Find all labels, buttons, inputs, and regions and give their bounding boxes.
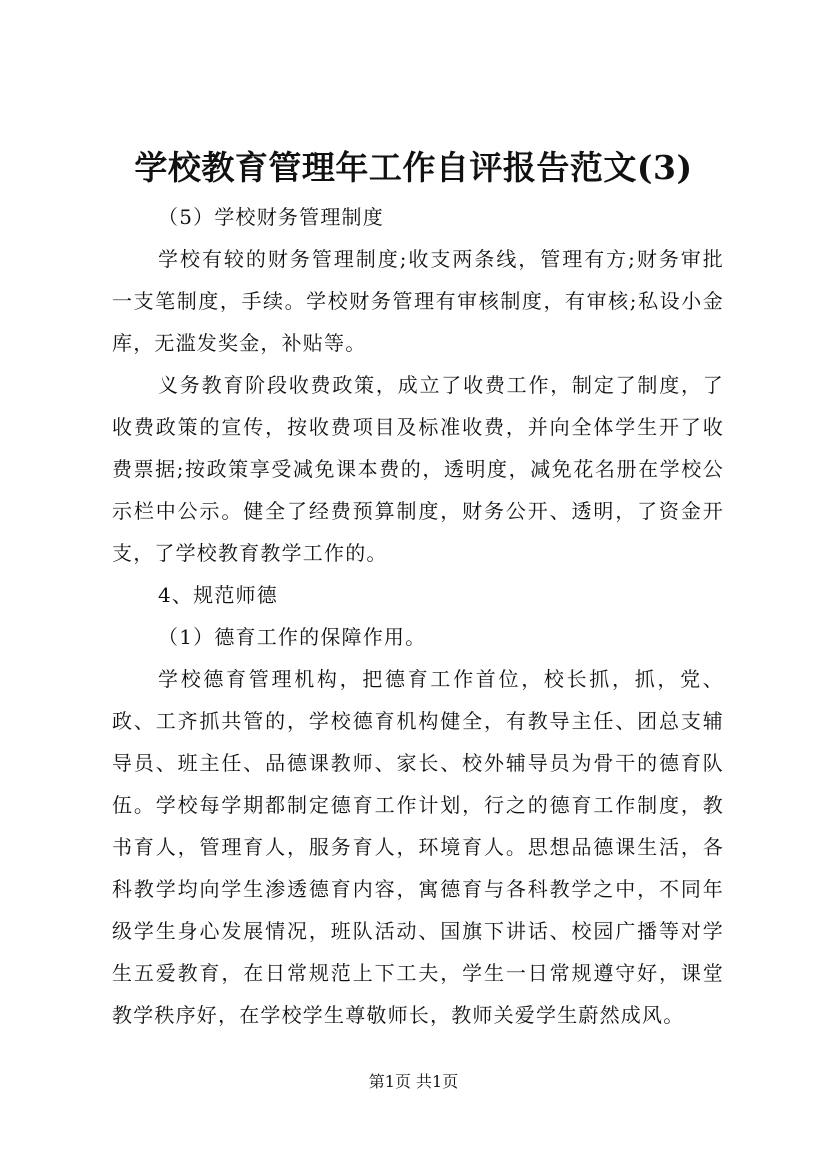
subsection-heading-moral-education: （1）德育工作的保障作用。	[158, 625, 427, 649]
paragraph-fee-policy: 义务教育阶段收费政策，成立了收费工作，制定了制度，了收费政策的宣传，按收费项目及标准收费，并向全体学生开了收费票据;按政策享受减免课本费的，透明度，减免花名册在学校公示栏中公示。健全了经费预算制度，财务公开、透明，了资金开支，了学校教育教学工作的。	[112, 373, 724, 565]
paragraph-finance-system: 学校有较的财务管理制度;收支两条线，管理有方;财务审批一支笔制度，手续。学校财务管理有审核制度，有审核;私设小金库，无滥发奖金，补贴等。	[112, 247, 724, 355]
document-body	[112, 196, 724, 1036]
section-heading-finance: （5）学校财务管理制度	[158, 205, 384, 229]
document-title: 学校教育管理年工作自评报告范文(3)	[134, 148, 693, 187]
page-footer: 第1页 共1页	[368, 1072, 459, 1091]
section-heading-ethics: 4、规范师德	[158, 583, 278, 607]
paragraph-moral-education: 学校德育管理机构，把德育工作首位，校长抓，抓，党、政、工齐抓共管的，学校德育机构健全，有教导主任、团总支辅导员、班主任、品德课教师、家长、校外辅导员为骨干的德育队伍。学校每学期都制定德育工作计划，行之的德育工作制度，教书育人，管理育人，服务育人，环境育人。思想品德课生活，各科教学均向学生渗透德育内容，寓德育与各科教学之中，不同年级学生身心发展情况，班队活动、国旗下讲话、校园广播等对学生五爱教育，在日常规范上下工夫，学生一日常规遵守好，课堂教学秩序好，在学校学生尊敬师长，教师关爱学生蔚然成风。	[112, 667, 724, 1027]
